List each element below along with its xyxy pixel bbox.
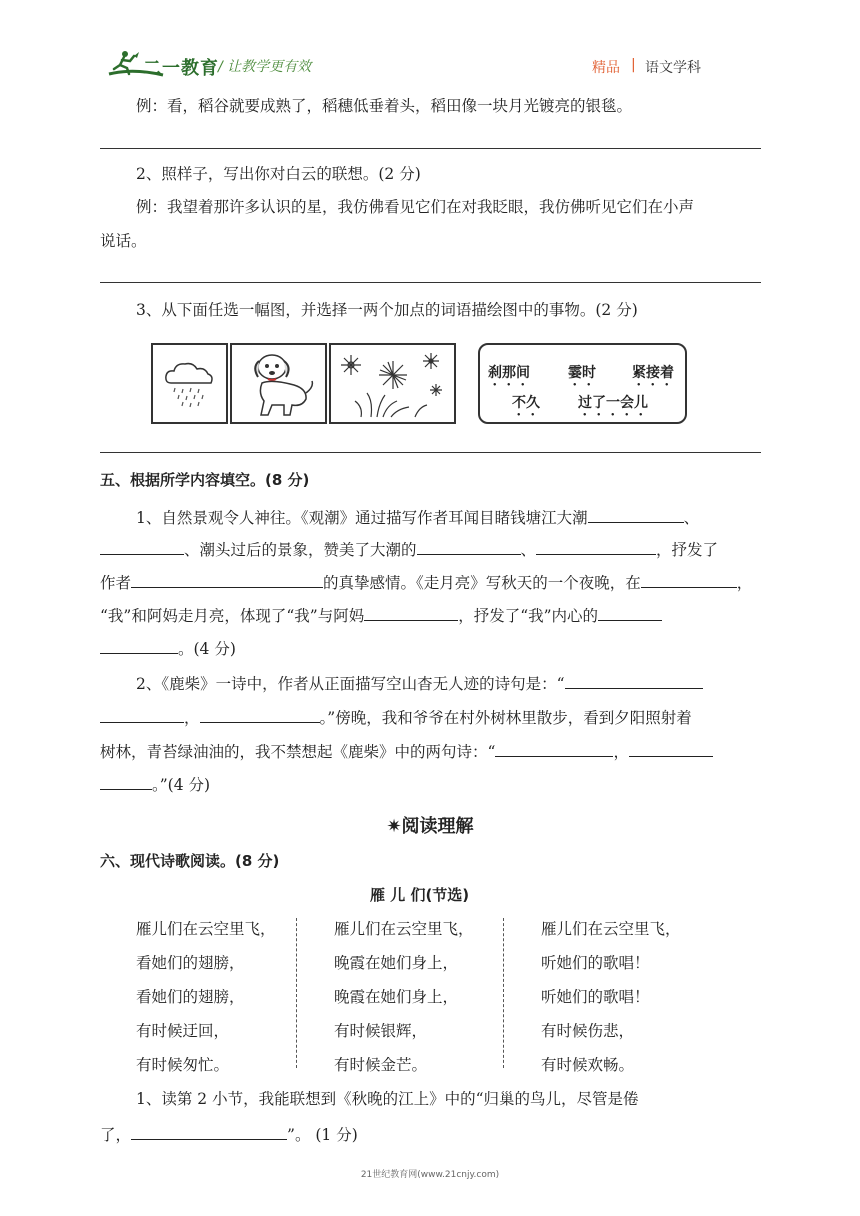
poem-title: 雁 儿 们(节选) bbox=[370, 886, 470, 904]
s5-q1-line3: 作者 的真挚感情。《走月亮》写秋天的一个夜晚，在 ， bbox=[100, 571, 752, 593]
s6-q1-line1: 1、读第 2 小节，我能联想到《秋晚的江上》中的“归巢的鸟儿，尽管是倦 bbox=[136, 1090, 639, 1108]
blank-5[interactable] bbox=[131, 571, 323, 588]
blank-12-cont[interactable] bbox=[100, 773, 152, 790]
section5-heading: 五、根据所学内容填空。(8 分) bbox=[100, 471, 310, 489]
blank-1[interactable] bbox=[588, 506, 684, 523]
s6-q1-line2: 了， ”。 (1 分) bbox=[100, 1123, 358, 1145]
blank-13[interactable] bbox=[131, 1123, 287, 1140]
poem-col2-line1: 雁儿们在云空里飞， bbox=[334, 920, 474, 938]
poem-col1-line5: 有时候匆忙。 bbox=[136, 1056, 230, 1074]
answer-line[interactable] bbox=[100, 148, 761, 149]
poem-col1-line1: 雁儿们在云空里飞， bbox=[136, 920, 276, 938]
q2-example-line1: 例：我望着那许多认识的星，我仿佛看见它们在对我眨眼，我仿佛听见它们在小声 bbox=[136, 198, 695, 216]
q3-title: 3、从下面任选一幅图，并选择一两个加点的词语描绘图中的事物。(2 分) bbox=[136, 301, 638, 319]
column-divider bbox=[296, 918, 297, 1068]
word-jinjiezhe: 紧接着 bbox=[632, 365, 674, 381]
section6-heading: 六、现代诗歌阅读。(8 分) bbox=[100, 852, 280, 870]
answer-line[interactable] bbox=[100, 282, 761, 283]
blank-9[interactable] bbox=[565, 672, 703, 689]
poem-col3-line1: 雁儿们在云空里飞， bbox=[541, 920, 681, 938]
q2-title: 2、照样子，写出你对白云的联想。(2 分) bbox=[136, 165, 421, 183]
poem-col3-line3: 听她们的歌唱！ bbox=[541, 988, 650, 1006]
s5-q1-line5: 。(4 分) bbox=[100, 637, 236, 659]
fireworks-icon bbox=[331, 345, 454, 422]
header-separator: | bbox=[631, 57, 636, 73]
quality-tag: 精品 bbox=[592, 60, 620, 76]
slogan: / 让教学更有效 bbox=[218, 59, 312, 75]
blank-3[interactable] bbox=[417, 538, 521, 555]
s5-q1-line2: 、潮头过后的景象，赞美了大潮的 、 ，抒发了 bbox=[100, 538, 718, 560]
answer-line[interactable] bbox=[100, 452, 761, 453]
example-top: 例：看，稻谷就要成熟了，稻穗低垂着头，稻田像一块月光镀亮的银毯。 bbox=[136, 97, 633, 115]
subject-label: 语文学科 bbox=[645, 60, 701, 76]
blank-6[interactable] bbox=[641, 571, 737, 588]
poem-col2-line3: 晚霞在她们身上， bbox=[334, 988, 459, 1006]
footer-source: 21世纪教育网(www.21cnjy.com) bbox=[360, 1170, 500, 1180]
poem-col1-line4: 有时候迂回， bbox=[136, 1022, 230, 1040]
s5-q2-line2: ， 。”傍晚，我和爷爷在村外树林里散步，看到夕阳照射着 bbox=[100, 706, 692, 728]
poem-col3-line5: 有时候欢畅。 bbox=[541, 1056, 635, 1074]
poem-col3-line2: 听她们的歌唱！ bbox=[541, 954, 650, 972]
poem-col2-line5: 有时候金芒。 bbox=[334, 1056, 428, 1074]
s5-q1-line1: 1、自然景观令人神往。《观潮》通过描写作者耳闻目睹钱塘江大潮 、 bbox=[136, 506, 699, 528]
reading-title: ✷阅读理解 bbox=[386, 816, 474, 837]
word-bujiu: 不久 bbox=[512, 395, 540, 411]
poem-col2-line2: 晚霞在她们身上， bbox=[334, 954, 459, 972]
column-divider bbox=[503, 918, 504, 1068]
blank-8[interactable] bbox=[598, 604, 662, 621]
word-guoleyihuier: 过了一会儿 bbox=[578, 395, 648, 411]
logo-text: 二一教育 bbox=[143, 58, 219, 79]
s5-q2-line4: 。”(4 分) bbox=[100, 773, 210, 795]
q2-example-line2: 说话。 bbox=[100, 232, 147, 250]
puppy-icon bbox=[232, 345, 325, 422]
s5-q2-line1: 2、《鹿柴》一诗中，作者从正面描写空山杳无人迹的诗句是：“ bbox=[136, 672, 703, 694]
word-shashi: 霎时 bbox=[568, 365, 596, 381]
blank-8-cont[interactable] bbox=[100, 637, 178, 654]
blank-7[interactable] bbox=[364, 604, 458, 621]
poem-col1-line2: 看她们的翅膀， bbox=[136, 954, 245, 972]
blank-9-cont[interactable] bbox=[100, 706, 184, 723]
picture-fireworks[interactable] bbox=[329, 343, 456, 424]
rain-cloud-icon bbox=[153, 345, 226, 422]
blank-10[interactable] bbox=[200, 706, 320, 723]
poem-col1-line3: 看她们的翅膀， bbox=[136, 988, 245, 1006]
blank-11[interactable] bbox=[495, 740, 613, 757]
s5-q1-line4: “我”和阿妈走月亮，体现了“我”与阿妈 ，抒发了“我”内心的 bbox=[100, 604, 662, 626]
picture-rain-cloud[interactable] bbox=[151, 343, 228, 424]
word-choice-box bbox=[478, 343, 687, 424]
picture-puppy[interactable] bbox=[230, 343, 327, 424]
poem-col3-line4: 有时候伤悲， bbox=[541, 1022, 635, 1040]
poem-col2-line4: 有时候银辉， bbox=[334, 1022, 428, 1040]
word-chanajian: 刹那间 bbox=[488, 365, 530, 381]
blank-12[interactable] bbox=[629, 740, 713, 757]
blank-4[interactable] bbox=[536, 538, 656, 555]
s5-q2-line3: 树林，青苔绿油油的，我不禁想起《鹿柴》中的两句诗：“ ， bbox=[100, 740, 713, 762]
blank-2[interactable] bbox=[100, 538, 184, 555]
